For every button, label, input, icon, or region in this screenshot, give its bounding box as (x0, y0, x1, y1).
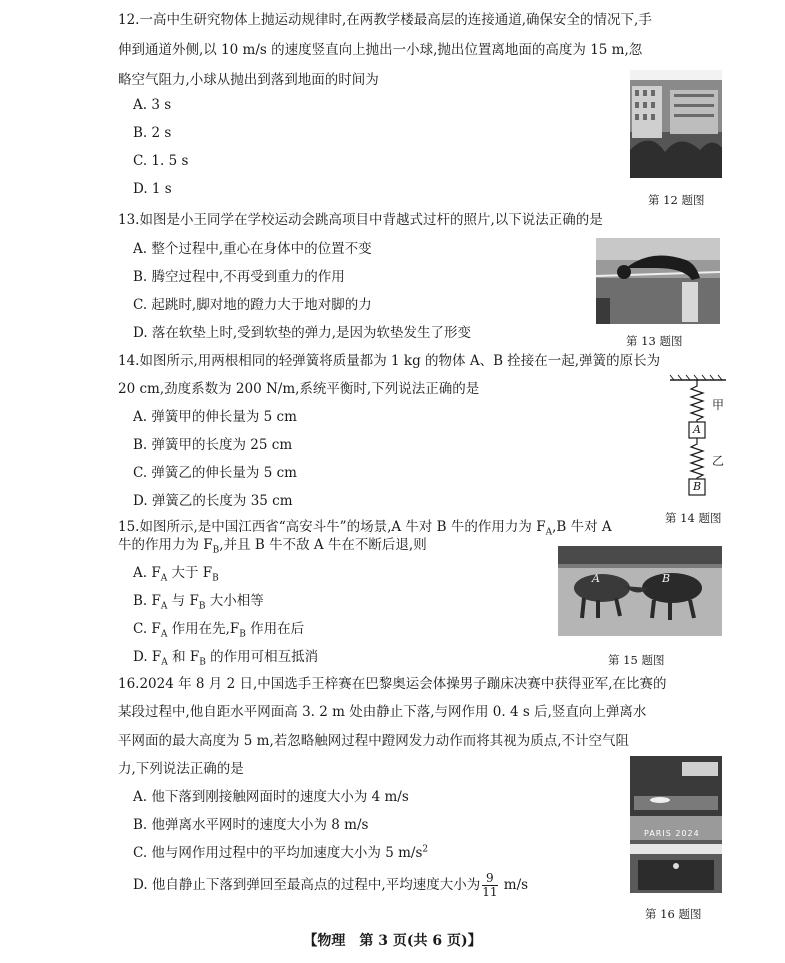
q15-option-a: A. $F_A$ 大于 $F_B$ (133, 565, 219, 584)
q15-photo-bullfight (558, 546, 722, 636)
q16-option-c: C. 他与网作用过程中的平均加速度大小为 5 $m/s^2$ (133, 844, 429, 861)
q14-block-a-label: A (693, 423, 701, 436)
q14-spring1-label: 甲 (712, 398, 725, 412)
q15-option-d: D. $F_A$ 和 $F_B$ 的作用可相互抵消 (133, 649, 319, 668)
q16-stem-line3: 平网面的最大高度为 5 m,若忽略触网过程中蹬网发力动作而将其视为质点,不计空气阻 (118, 733, 630, 749)
q15-stem-line2: 牛的作用力为 $F_B$,并且 B 牛不敌 A 牛在不断后退,则 (118, 537, 427, 556)
q16-option-b: B. 他弹离水平网时的速度大小为 8 m/s (133, 817, 369, 833)
q12-option-a: A. 3 s (133, 97, 172, 113)
q16-photo-banner: PARIS 2024 (644, 829, 700, 838)
q13-option-c: C. 起跳时,脚对地的蹬力大于地对脚的力 (133, 297, 372, 313)
q15-option-c: C. $F_A$ 作用在先$,F_B$ 作用在后 (133, 621, 305, 640)
q15-photo-label-a: A (592, 572, 600, 585)
q13-photo-high-jump (596, 238, 720, 324)
q16-photo-trampoline (630, 756, 722, 893)
q12-stem-line3: 略空气阻力,小球从抛出到落到地面的时间为 (118, 72, 379, 88)
q14-figure-caption: 第 14 题图 (665, 511, 722, 525)
q12-option-b: B. 2 s (133, 125, 172, 141)
q16-stem-line4: 力,下列说法正确的是 (118, 761, 244, 777)
q13-option-a: A. 整个过程中,重心在身体中的位置不变 (133, 241, 372, 257)
q16-stem-line1: 16.2024 年 8 月 2 日,中国选手王梓赛在巴黎奥运会体操男子蹦床决赛中获得亚军,在比赛的 (118, 676, 667, 692)
q12-stem-line1: 12.一高中生研究物体上抛运动规律时,在两教学楼最高层的连接通道,确保安全的情况下,手 (118, 12, 652, 28)
q15-figure-caption: 第 15 题图 (608, 653, 665, 667)
q14-option-c: C. 弹簧乙的伸长量为 5 cm (133, 465, 297, 481)
q14-option-d: D. 弹簧乙的长度为 35 cm (133, 493, 293, 509)
q14-option-a: A. 弹簧甲的伸长量为 5 cm (133, 409, 297, 425)
q14-spring-diagram (668, 372, 728, 497)
q12-photo-building (630, 70, 722, 178)
q12-option-c: C. 1. 5 s (133, 153, 189, 169)
q15-photo-label-b: B (662, 572, 671, 585)
q13-option-d: D. 落在软垫上时,受到软垫的弹力,是因为软垫发生了形变 (133, 325, 472, 341)
q16-option-a: A. 他下落到刚接触网面时的速度大小为 4 m/s (133, 789, 409, 805)
q15-option-b: B. $F_A$ 与 $F_B$ 大小相等 (133, 593, 264, 612)
q12-figure-caption: 第 12 题图 (648, 193, 705, 207)
q14-option-b: B. 弹簧甲的长度为 25 cm (133, 437, 293, 453)
q16-stem-line2: 某段过程中,他自距水平网面高 3. 2 m 处由静止下落,与网作用 0. 4 s 后,竖直向上弹离水 (118, 704, 647, 720)
q14-spring2-label: 乙 (712, 454, 725, 468)
q15-stem-line1: 15.如图所示,是中国江西省“高安斗牛”的场景,A 牛对 B 牛的作用力为 $F_A,B$ 牛对 A (118, 519, 612, 538)
q12-option-d: D. 1 s (133, 181, 172, 197)
q14-block-b-label: B (693, 480, 702, 493)
page-footer: 【物理 第 3 页(共 6 页)】 (303, 933, 482, 949)
q14-stem-line2: 20 cm,劲度系数为 200 N/m,系统平衡时,下列说法正确的是 (118, 381, 480, 397)
q16-figure-caption: 第 16 题图 (645, 907, 702, 921)
q13-option-b: B. 腾空过程中,不再受到重力的作用 (133, 269, 345, 285)
q13-figure-caption: 第 13 题图 (626, 334, 683, 348)
q16-option-d: D. 他自静止下落到弹回至最高点的过程中,平均速度大小为 $\frac{9}{11}$ m/s (133, 871, 529, 899)
q13-stem-line1: 13.如图是小王同学在学校运动会跳高项目中背越式过杆的照片,以下说法正确的是 (118, 212, 603, 228)
q16-fraction: $\frac{9}{11}$ (482, 871, 498, 899)
q14-stem-line1: 14.如图所示,用两根相同的轻弹簧将质量都为 1 kg 的物体 A、B 拴接在一起,弹簧的原长为 (118, 353, 661, 369)
q12-stem-line2: 伸到通道外侧,以 10 m/s 的速度竖直向上抛出一小球,抛出位置离地面的高度为 15 m,忽 (118, 42, 643, 58)
